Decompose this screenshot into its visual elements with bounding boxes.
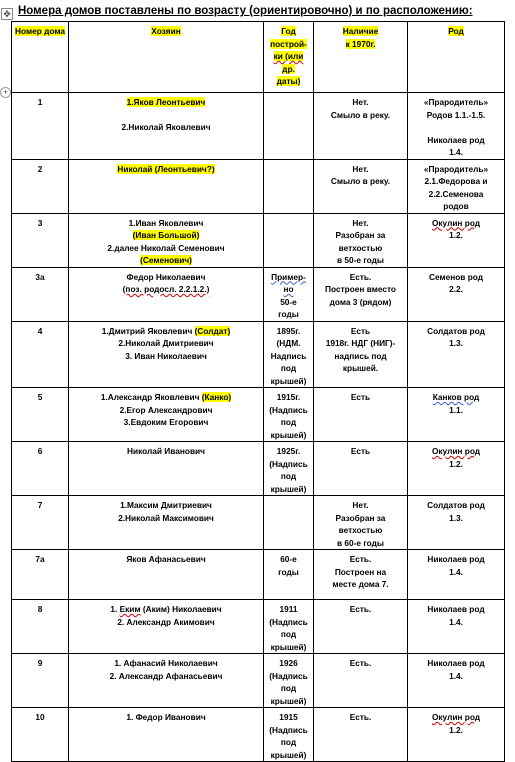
owner-cell: Николай Иванович	[69, 442, 264, 496]
status-cell: Нет. Разобран за ветхостью в 60-е годы	[314, 496, 408, 550]
table-row	[12, 550, 505, 600]
rod-cell: Николаев род 1.4.	[408, 550, 505, 600]
status-cell: Нет. Разобран за ветхостью в 50-е годы	[314, 213, 408, 267]
insert-row-icon[interactable]: +	[0, 87, 11, 98]
owner-cell: 1.Александр Яковлевич (Канко) 2.Егор Александрович 3.Евдоким Егорович	[69, 388, 264, 442]
house-number: 10	[12, 708, 69, 762]
table-row	[12, 600, 505, 654]
year-cell: 1915г. (Надпись под крышей)	[264, 388, 314, 442]
header-house-number: Номер дома	[12, 22, 69, 93]
year-cell: 60-е годы	[264, 550, 314, 600]
table-row	[12, 321, 505, 388]
rod-cell: Окулин род 1.2.	[408, 442, 505, 496]
house-number: 8	[12, 600, 69, 654]
owner-cell: 1.Максим Дмитриевич 2.Николай Максимович	[69, 496, 264, 550]
table-row	[12, 442, 505, 496]
table-row	[12, 213, 505, 267]
table-row	[12, 708, 505, 762]
table-row	[12, 496, 505, 550]
owner-cell: 1.Дмитрий Яковлевич (Солдат) 2.Николай Дмитриевич 3. Иван Николаевич	[69, 321, 264, 388]
house-number: 7	[12, 496, 69, 550]
owner-cell: 1.Иван Яковлевич (Иван Большой) 2.далее Николай Семенович (Семенович)	[69, 213, 264, 267]
house-number: 2	[12, 159, 69, 213]
status-cell: Есть 1918г. НДГ (НИГ)- надпись под крышей.	[314, 321, 408, 388]
status-cell: Есть. Построен на месте дома 7.	[314, 550, 408, 600]
header-rod: Род	[408, 22, 505, 93]
house-number: 4	[12, 321, 69, 388]
status-cell: Нет. Смыло в реку.	[314, 159, 408, 213]
house-number: 7а	[12, 550, 69, 600]
table-move-handle-icon[interactable]: ✥	[1, 8, 13, 20]
status-cell: Есть.	[314, 654, 408, 708]
house-number: 5	[12, 388, 69, 442]
house-number: 9	[12, 654, 69, 708]
year-cell: 1915 (Надпись под крышей)	[264, 708, 314, 762]
status-cell: Есть.	[314, 708, 408, 762]
table-row	[12, 388, 505, 442]
rod-cell: Николаев род 1.4.	[408, 654, 505, 708]
table-row	[12, 159, 505, 213]
table-row	[12, 654, 505, 708]
year-cell: 1895г. (НДМ. Надпись под крышей)	[264, 321, 314, 388]
table-row	[12, 93, 505, 160]
page-title: Номера домов поставлены по возрасту (ориентировочно) и по расположению:	[18, 5, 473, 17]
owner-cell: 1. Федор Иванович	[69, 708, 264, 762]
owner-cell: Федор Николаевич (поз. родосл. 2.2.1.2.)	[69, 267, 264, 321]
houses-table	[11, 21, 505, 762]
header-status: Наличие к 1970г.	[314, 22, 408, 93]
table-row	[12, 267, 505, 321]
house-number: 6	[12, 442, 69, 496]
rod-cell: Окулин род 1.2.	[408, 708, 505, 762]
year-cell: 1911 (Надпись под крышей)	[264, 600, 314, 654]
house-number: 3	[12, 213, 69, 267]
owner-cell: Яков Афанасьевич	[69, 550, 264, 600]
year-cell	[264, 93, 314, 160]
year-cell: 1926 (Надпись под крышей)	[264, 654, 314, 708]
owner-cell: 1.Яков Леонтьевич 2.Николай Яковлевич	[69, 93, 264, 160]
year-cell	[264, 213, 314, 267]
year-cell: Пример- но 50-е годы	[264, 267, 314, 321]
header-year: Год построй- ки (или др. даты)	[264, 22, 314, 93]
status-cell: Есть. Построен вместо дома 3 (рядом)	[314, 267, 408, 321]
status-cell: Есть	[314, 388, 408, 442]
status-cell: Есть.	[314, 600, 408, 654]
rod-cell: Солдатов род 1.3.	[408, 496, 505, 550]
status-cell: Есть	[314, 442, 408, 496]
owner-cell: Николай (Леонтьевич?)	[69, 159, 264, 213]
status-cell: Нет. Смыло в реку.	[314, 93, 408, 160]
year-cell	[264, 496, 314, 550]
rod-cell: Семенов род 2.2.	[408, 267, 505, 321]
table-header-row	[12, 22, 505, 93]
house-number: 1	[12, 93, 69, 160]
year-cell: 1925г. (Надпись под крышей)	[264, 442, 314, 496]
house-number: 3а	[12, 267, 69, 321]
rod-cell: Окулин род 1.2.	[408, 213, 505, 267]
owner-cell: 1. Еким (Аким) Николаевич 2. Александр Акимович	[69, 600, 264, 654]
rod-cell: «Прародитель» Родов 1.1.-1.5. Николаев род 1.4.	[408, 93, 505, 160]
owner-cell: 1. Афанасий Николаевич 2. Александр Афанасьевич	[69, 654, 264, 708]
year-cell	[264, 159, 314, 213]
rod-cell: Николаев род 1.4.	[408, 600, 505, 654]
rod-cell: «Прародитель» 2.1.Федорова и 2.2.Семенова родов	[408, 159, 505, 213]
rod-cell: Канков род 1.1.	[408, 388, 505, 442]
header-owner: Хозяин	[69, 22, 264, 93]
rod-cell: Солдатов род 1.3.	[408, 321, 505, 388]
